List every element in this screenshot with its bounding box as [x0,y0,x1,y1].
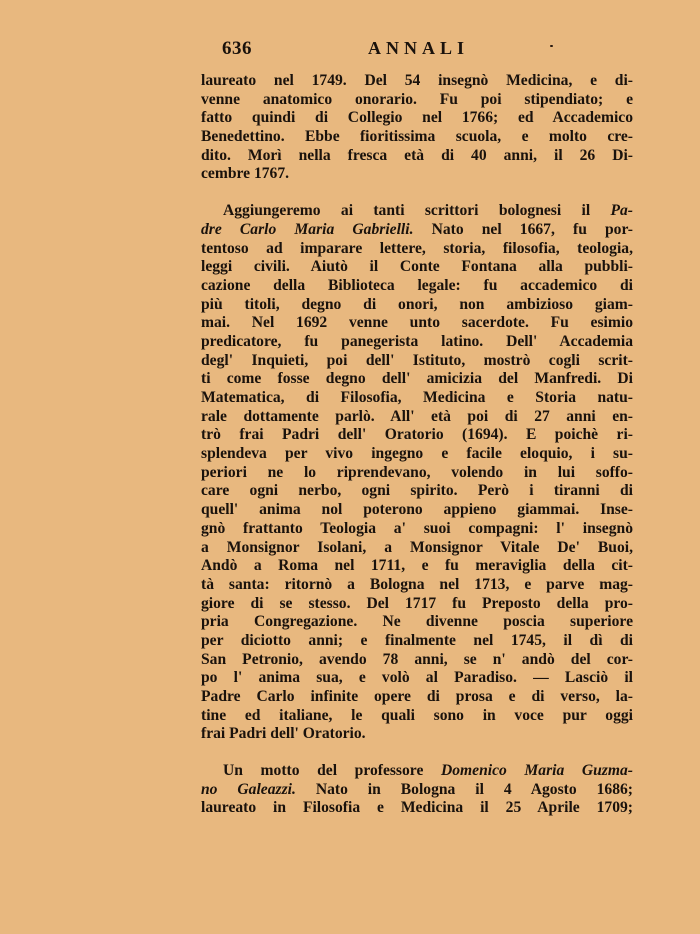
text-run: Nato nel 1667, fu por- [413,220,633,238]
text-line: ti come fosse degno dell' amicizia del Manfredi. Di [201,370,633,388]
text-line: Andò a Roma nel 1711, e fu meraviglia della cit- [201,557,633,575]
text-line: mai. Nel 1692 venne unto sacerdote. Fu esimio [201,314,633,332]
text-line: po l' anima sua, e volò al Paradiso. — Lasciò il [201,669,633,687]
paragraph-gap [201,184,633,202]
text-line: San Petronio, avendo 78 anni, se n' andò del cor- [201,650,633,668]
text-line: trò frai Padri dell' Oratorio (1694). E poichè ri- [201,426,633,444]
text-line: periori ne lo riprendevano, volendo in lui soffo- [201,463,633,481]
text-line: laureato nel 1749. Del 54 insegnò Medicina, e di- [201,72,633,89]
paragraph [201,202,633,744]
text-line: per diciotto anni; e finalmente nel 1745, il dì di [201,631,633,649]
text-line: laureato in Filosofia e Medicina il 25 Aprile 1709; [201,799,633,817]
text-line: pria Congregazione. Ne divenne poscia superiore [201,613,633,631]
text-line [201,202,633,221]
text-line: degl' Inquieti, poi dell' Istituto, mostrò cogli scrit- [201,351,633,369]
text-line: a Monsignor Isolani, a Monsignor Vitale De' Buoi, [201,538,633,556]
text-line [201,781,633,800]
page-header [201,38,641,64]
text-line: dito. Morì nella fresca età di 40 anni, il 26 Di- [201,146,633,164]
text-line: venne anatomico onorario. Fu poi stipendiato; e [201,90,633,108]
text-line: giore di se stesso. Del 1717 fu Preposto della pro- [201,594,633,612]
paragraph [201,762,633,818]
body-text [201,72,633,818]
text-line: care ogni nerbo, ogni spirito. Però i tiranni di [201,482,633,500]
text-line: cazione della Biblioteca legale: fu accademico di [201,276,633,294]
text-line: tà santa: ritornò a Bologna nel 1713, e parve mag- [201,575,633,593]
text-line [201,762,633,781]
text-line: frai Padri dell' Oratorio. [201,725,366,743]
text-line: gnò frattanto Teologia a' suoi compagni: l' insegnò [201,519,633,537]
text-line: quell' anima nol poterono appieno giammai. Inse- [201,501,633,519]
text-run: Nato in Bologna il 4 Agosto 1686; [295,780,633,798]
running-head: ANNALI [368,38,470,58]
italic-name: Domenico Maria Guzma- [440,762,633,780]
paragraph-gap [201,744,633,762]
ink-speck [550,45,553,47]
text-line: Padre Carlo infinite opere di prosa e di verso, la- [201,688,633,705]
text-run: Aggiungeremo ai tanti scrittori bolognesi il [223,202,611,220]
text-run: Un motto del professore [223,762,441,780]
text-line: rale dottamente parlò. All' età poi di 27 anni en- [201,407,633,425]
text-line: cembre 1767. [201,165,290,183]
text-line: splendeva per vivo ingegno e facile eloquio, i su- [201,445,633,463]
text-line: tentoso ad imparare lettere, storia, filosofia, teologia, [201,239,633,257]
text-line: più titoli, degno di onori, non ambizioso giam- [201,295,633,313]
text-line: leggi civili. Aiutò il Conte Fontana alla pubbli- [201,258,633,276]
text-line: tine ed italiane, le quali sono in voce pur oggi [201,706,633,724]
text-line: fatto quindi di Collegio nel 1766; ed Accademico [201,109,633,127]
text-line [201,221,633,240]
text-line: Benedettino. Ebbe fioritissima scuola, e molto cre- [201,128,633,146]
page-number: 636 [222,38,252,59]
italic-name: no Galeazzi. [201,780,296,798]
italic-name: dre Carlo Maria Gabrielli. [201,220,414,238]
italic-name: Pa- [610,202,633,220]
text-line: predicatore, fu panegerista latino. Dell' Accademia [201,332,633,350]
paragraph [201,72,633,184]
text-line: Matematica, di Filosofia, Medicina e Storia natu- [201,389,633,406]
